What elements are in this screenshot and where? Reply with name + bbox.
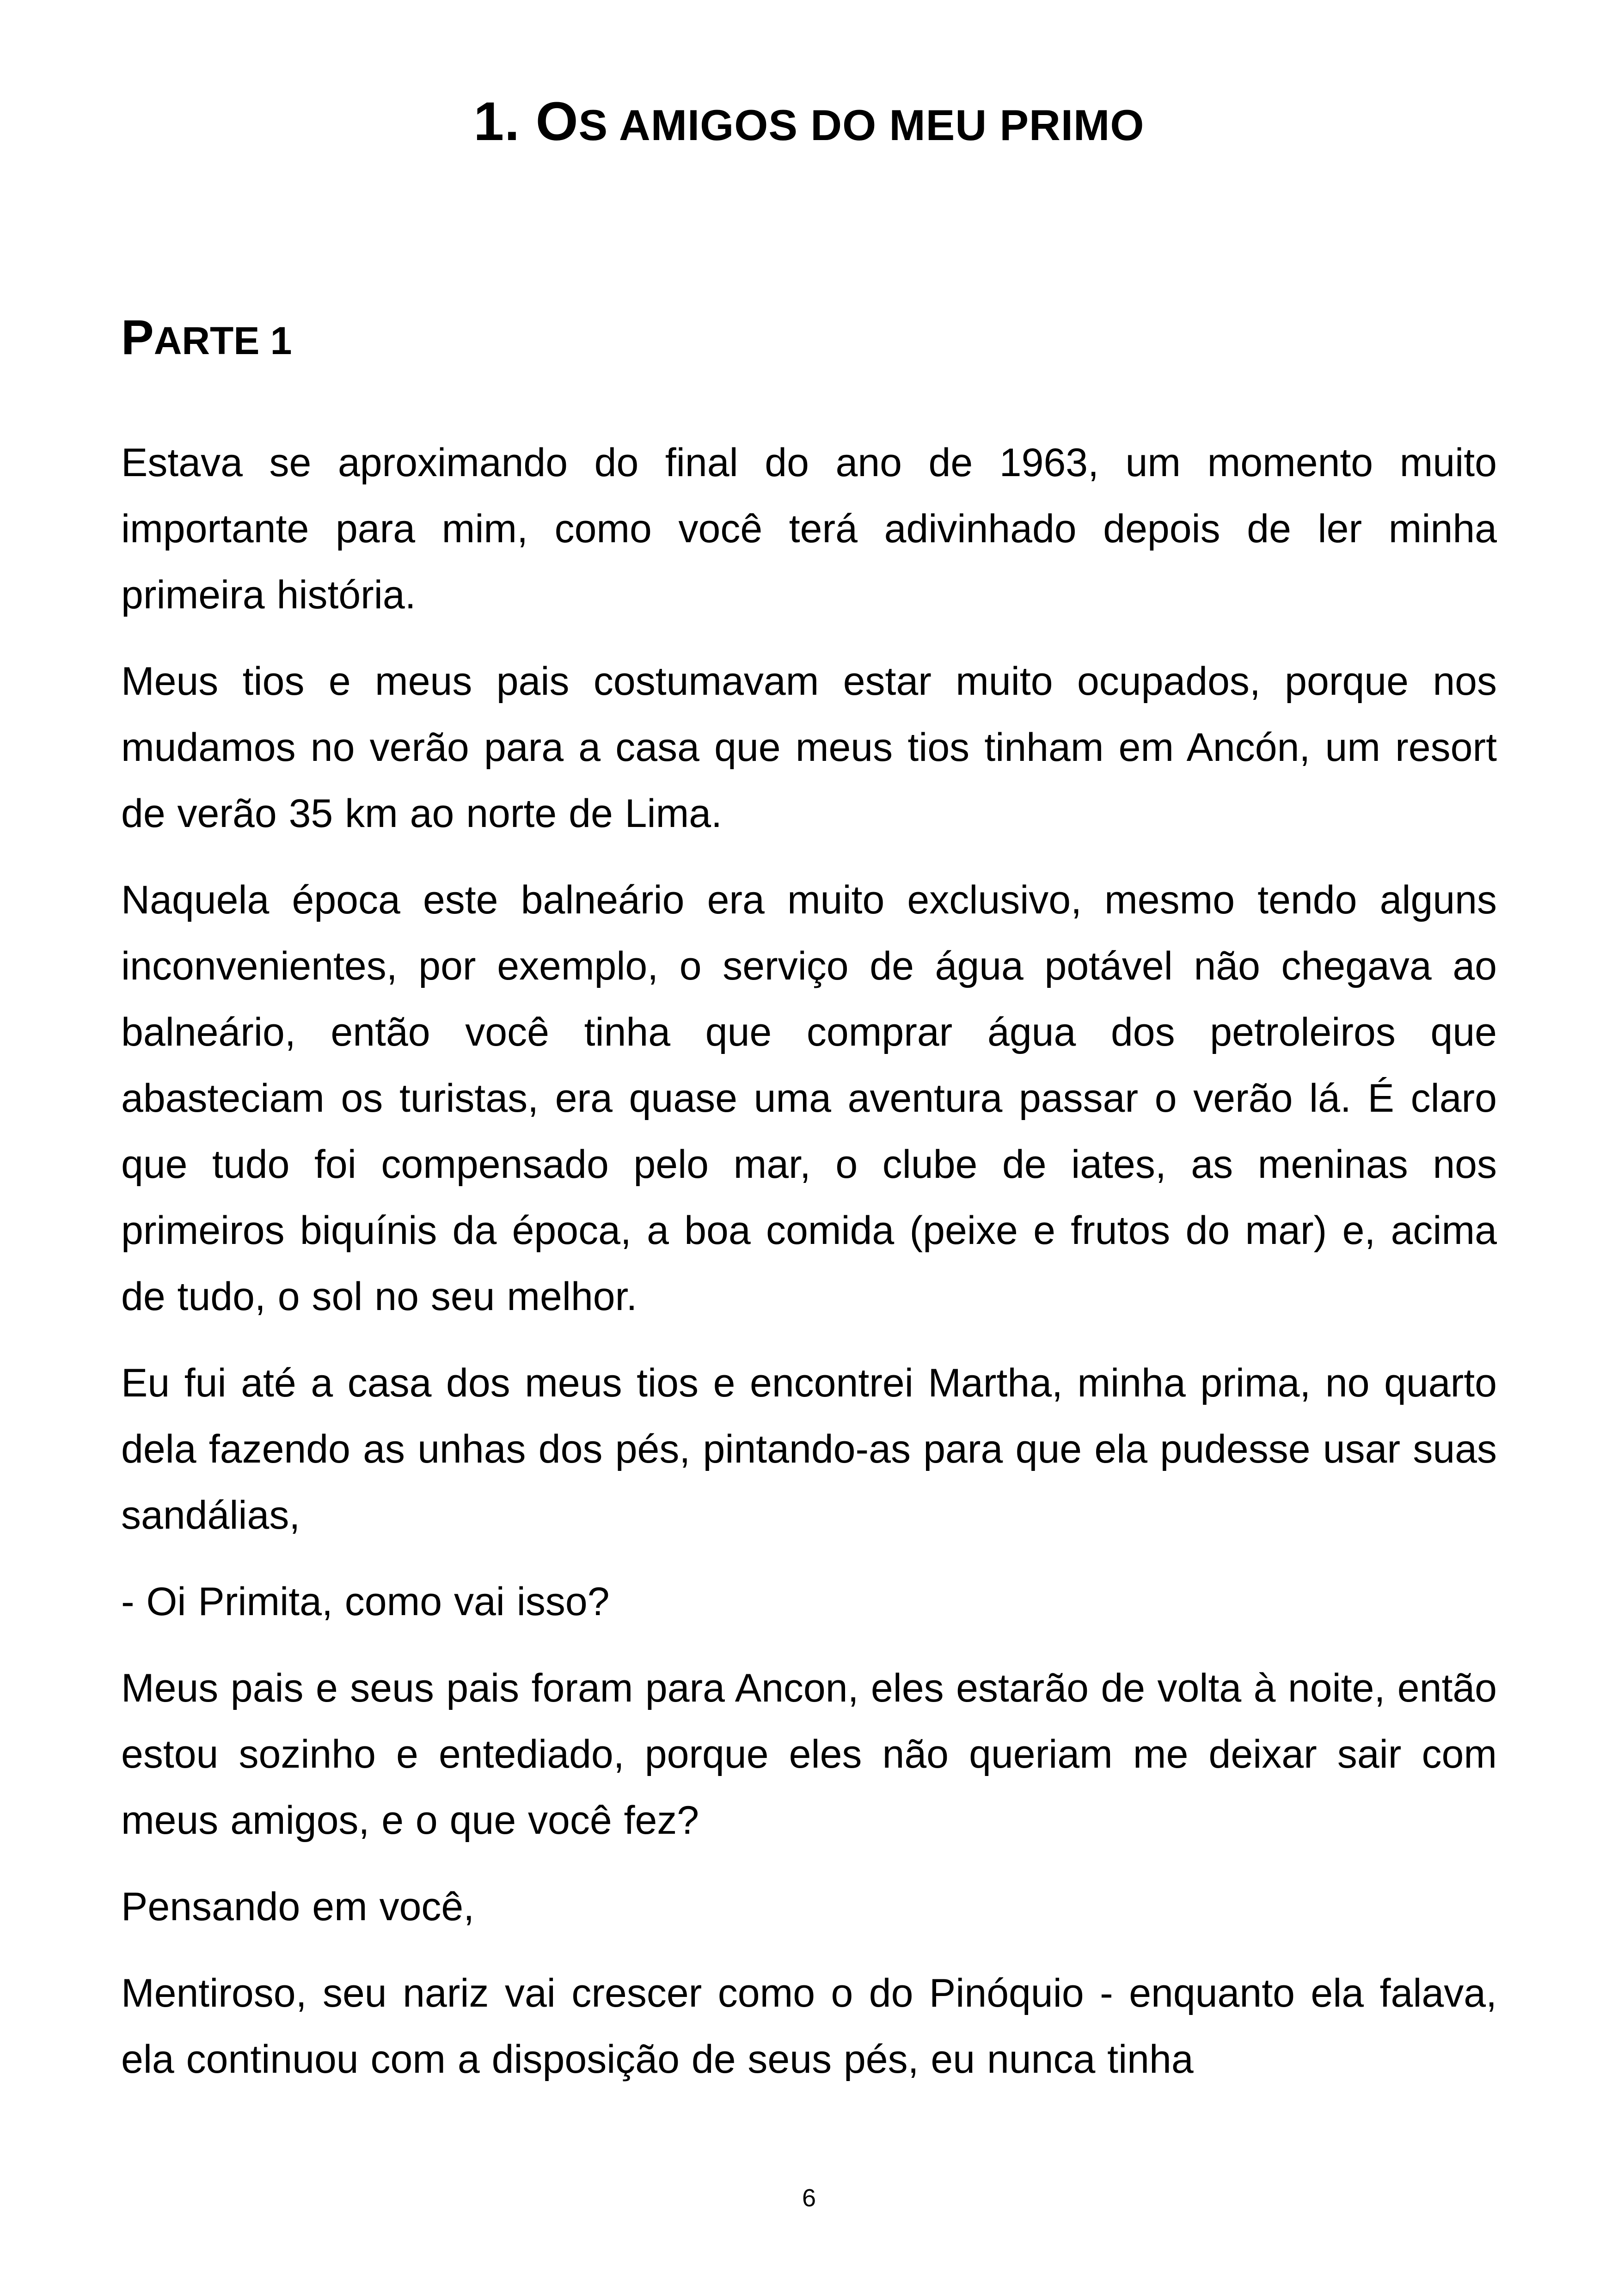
part-heading	[121, 305, 292, 373]
paragraph: Meus tios e meus pais costumavam estar muito ocupados, porque nos mudamos no verão para a casa que meus tios tinham em Ancón, um resort de verão 35 km ao norte de Lima.	[121, 659, 1497, 836]
chapter-title-lead: O	[535, 91, 579, 152]
dialogue-line: - Oi Primita, como vai isso?	[121, 1580, 610, 1624]
paragraph: Mentiroso, seu nariz vai crescer como o do Pinóquio - enquanto ela falava, ela continuou com a disposição de seus pés, eu nunca tinha	[121, 1971, 1497, 2082]
chapter-number: 1.	[473, 91, 520, 152]
chapter-title	[121, 87, 1497, 160]
paragraph: Naquela época este balneário era muito exclusivo, mesmo tendo alguns inconvenientes, por exemplo, o serviço de água potável não chegava ao balneário, então você tinha que comprar água dos petroleiros que abasteciam os turistas, era quase uma aventura passar o verão lá. É claro que tudo foi compensado pelo mar, o clube de iates, as meninas nos primeiros biquínis da época, a boa comida (peixe e frutos do mar) e, acima de tudo, o sol no seu melhor.	[121, 878, 1497, 1319]
paragraph: Meus pais e seus pais foram para Ancon, eles estarão de volta à noite, então estou sozinho e entediado, porque eles não queriam me deixar sair com meus amigos, e o que você fez?	[121, 1666, 1497, 1843]
chapter-title-rest: S AMIGOS DO MEU PRIMO	[578, 101, 1145, 149]
paragraph: Eu fui até a casa dos meus tios e encontrei Martha, minha prima, no quarto dela fazendo as unhas dos pés, pintando-as para que ela pudesse usar suas sandálias,	[121, 1361, 1497, 1537]
body-text	[121, 430, 1497, 2113]
part-heading-lead: P	[121, 310, 154, 365]
page-number: 6	[802, 2184, 816, 2212]
paragraph: Pensando em você,	[121, 1885, 475, 1929]
paragraph: Estava se aproximando do final do ano de 1963, um momento muito importante para mim, como você terá adivinhado depois de ler minha primeira história.	[121, 441, 1497, 617]
part-heading-rest: ARTE 1	[153, 319, 292, 362]
